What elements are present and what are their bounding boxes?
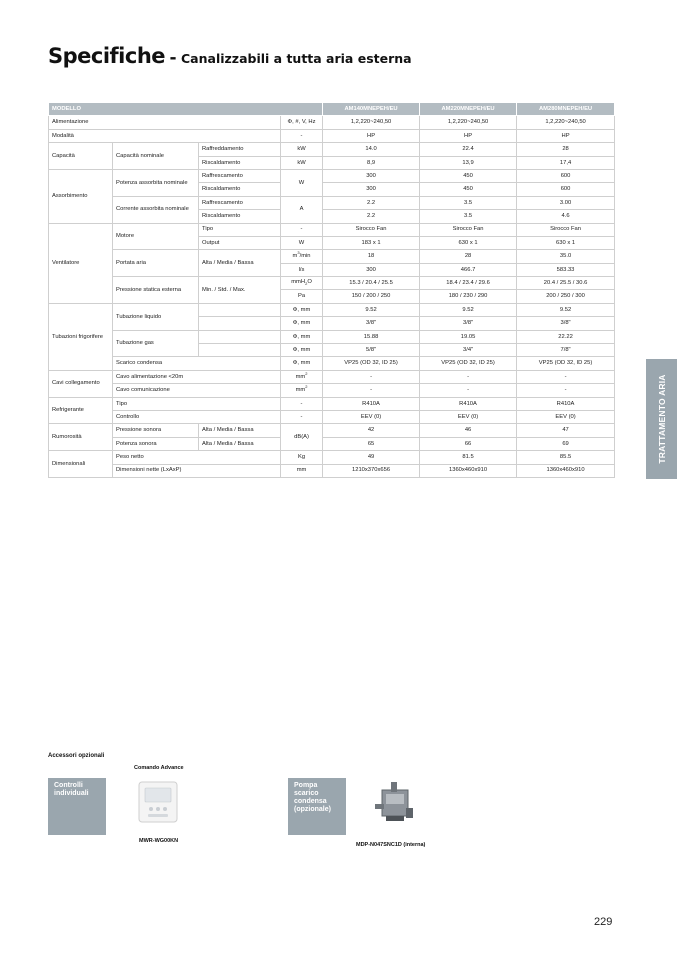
sub-label: Corrente assorbita nominale — [113, 196, 199, 223]
cell: 3/8" — [517, 317, 615, 330]
table-row — [49, 196, 615, 209]
group-label: Dimensionali — [49, 451, 113, 478]
cell: 69 — [517, 437, 615, 450]
cell: - — [420, 370, 517, 383]
cell: 5/8" — [323, 344, 420, 357]
table-row — [49, 116, 615, 129]
cell: 2.2 — [323, 210, 420, 223]
cell: 450 — [420, 183, 517, 196]
cond-label: Output — [199, 236, 281, 249]
sub-label: Potenza sonora — [113, 437, 199, 450]
unit: Φ, mm — [281, 344, 323, 357]
section-side-tab — [646, 359, 677, 479]
cell: 600 — [517, 183, 615, 196]
cell: 85.5 — [517, 451, 615, 464]
cond-label: Riscaldamento — [199, 210, 281, 223]
cell: - — [517, 384, 615, 397]
sub-label: Pressione statica esterna — [113, 277, 199, 304]
unit: - — [281, 223, 323, 236]
sub-label: Dimensioni nette (LxAxP) — [113, 464, 281, 477]
cell: 4.6 — [517, 210, 615, 223]
title-sub: Canalizzabili a tutta aria esterna — [181, 51, 412, 66]
unit: A — [281, 196, 323, 223]
cell: 8,9 — [323, 156, 420, 169]
cell: 600 — [517, 169, 615, 182]
group-label: Assorbimento — [49, 169, 113, 223]
cond-label: Raffrescamento — [199, 169, 281, 182]
table-row — [49, 143, 615, 156]
cell: 1,2,220~240,50 — [420, 116, 517, 129]
table-row — [49, 330, 615, 343]
cell: 9.52 — [517, 303, 615, 316]
drain-pump-image — [372, 778, 417, 828]
cell: R410A — [420, 397, 517, 410]
cell: 81.5 — [420, 451, 517, 464]
cell: - — [420, 384, 517, 397]
cell: 180 / 230 / 290 — [420, 290, 517, 303]
cell: 15.3 / 20.4 / 25.5 — [323, 277, 420, 290]
accessories-title: Accessori opzionali — [48, 753, 105, 759]
cell: 200 / 250 / 300 — [517, 290, 615, 303]
header-col-2: AM220MNEPEH/EU — [420, 103, 517, 116]
cond-label: Raffrescamento — [199, 196, 281, 209]
cell: VP25 (OD 32, ID 25) — [420, 357, 517, 370]
cond-label: Alta / Media / Bassa — [199, 250, 281, 277]
group-label: Refrigerante — [49, 397, 113, 424]
cell: 22.22 — [517, 330, 615, 343]
table-row — [49, 397, 615, 410]
cell: 15.88 — [323, 330, 420, 343]
cell: 17,4 — [517, 156, 615, 169]
unit: $mm^2$ — [281, 384, 323, 397]
group-label: Tubazioni frigorifere — [49, 303, 113, 370]
cell: 3/8" — [420, 317, 517, 330]
sub-label: Cavo comunicazione — [113, 384, 281, 397]
title-main: Specifiche — [48, 44, 166, 68]
cell: 300 — [323, 169, 420, 182]
accessory-name: Comando Advance — [134, 765, 184, 771]
remote-controller-image — [133, 778, 183, 828]
cell: R410A — [323, 397, 420, 410]
cell: 1360x460x910 — [420, 464, 517, 477]
cell: EEV (0) — [420, 410, 517, 423]
cell: 3/8" — [323, 317, 420, 330]
cell: 9.52 — [323, 303, 420, 316]
table-row — [49, 384, 615, 397]
sub-label: Peso netto — [113, 451, 281, 464]
sub-label: Portata aria — [113, 250, 199, 277]
cell: EEV (0) — [323, 410, 420, 423]
pump-model: MDP-N047SNC1D (interna) — [356, 842, 426, 848]
cell: 35.0 — [517, 250, 615, 263]
controller-model: MWR-WG00KN — [139, 838, 179, 844]
cell: 47 — [517, 424, 615, 437]
table-row — [49, 424, 615, 437]
cell: 19.05 — [420, 330, 517, 343]
table-row — [49, 410, 615, 423]
cell: 49 — [323, 451, 420, 464]
unit: - — [281, 129, 323, 142]
unit: W — [281, 169, 323, 196]
table-row — [49, 250, 615, 263]
title-dash: - — [169, 48, 177, 68]
group-label: Ventilatore — [49, 223, 113, 303]
cell: 18 — [323, 250, 420, 263]
unit: dB(A) — [281, 424, 323, 451]
cell: - — [323, 370, 420, 383]
page-number: 229 — [594, 916, 613, 928]
spec-table — [48, 102, 615, 478]
group-label: Rumorosità — [49, 424, 113, 451]
unit: l/s — [281, 263, 323, 276]
sub-label: Tubazione gas — [113, 330, 199, 357]
sub-label: Cavo alimentazione <20m — [113, 370, 281, 383]
unit: Φ, mm — [281, 330, 323, 343]
cond-label: Riscaldamento — [199, 156, 281, 169]
table-row — [49, 437, 615, 450]
unit: $mm^2$ — [281, 370, 323, 383]
sub-label: Potenza assorbita nominale — [113, 169, 199, 196]
unit: kW — [281, 156, 323, 169]
cell: 583.33 — [517, 263, 615, 276]
table-row — [49, 169, 615, 182]
cell: 28 — [420, 250, 517, 263]
cell: 1360x460x910 — [517, 464, 615, 477]
cell: 28 — [517, 143, 615, 156]
cell: 46 — [420, 424, 517, 437]
row-label: Alimentazione — [49, 116, 281, 129]
cell: VP25 (OD 32, ID 25) — [323, 357, 420, 370]
cell: 300 — [323, 263, 420, 276]
pump-category-box: Pompa scarico condensa (opzionale) — [288, 778, 346, 835]
unit: Kg — [281, 451, 323, 464]
unit: $m^3/\min$ — [281, 250, 323, 263]
header-col-1: AM140MNEPEH/EU — [323, 103, 420, 116]
unit: mmH$_2$O — [281, 277, 323, 290]
cell: 1210x370x656 — [323, 464, 420, 477]
cell: Sirocco Fan — [420, 223, 517, 236]
table-row — [49, 451, 615, 464]
row-label: Modalità — [49, 129, 281, 142]
cond-label: Raffreddamento — [199, 143, 281, 156]
cell: 466.7 — [420, 263, 517, 276]
table-row — [49, 370, 615, 383]
unit: mm — [281, 464, 323, 477]
unit: - — [281, 397, 323, 410]
sub-label: Capacità nominale — [113, 143, 199, 170]
sub-label: Tipo — [113, 397, 281, 410]
unit: W — [281, 236, 323, 249]
group-label: Capacità — [49, 143, 113, 170]
cell: 3.5 — [420, 196, 517, 209]
cell: 13,9 — [420, 156, 517, 169]
cell: 3/4" — [420, 344, 517, 357]
cell: 18.4 / 23.4 / 29.6 — [420, 277, 517, 290]
table-row — [49, 277, 615, 290]
unit: Φ, mm — [281, 317, 323, 330]
cell: 14.0 — [323, 143, 420, 156]
cell: 1,2,220~240,50 — [323, 116, 420, 129]
cell: 3.5 — [420, 210, 517, 223]
cell: 42 — [323, 424, 420, 437]
header-model: MODELLO — [49, 103, 323, 116]
cell: 630 x 1 — [517, 236, 615, 249]
table-row — [49, 223, 615, 236]
unit: - — [281, 410, 323, 423]
unit: Φ, mm — [281, 303, 323, 316]
sub-label: Scarico condensa — [113, 357, 281, 370]
sub-label: Motore — [113, 223, 199, 250]
cell: 300 — [323, 183, 420, 196]
cell: Sirocco Fan — [517, 223, 615, 236]
cond-label: Min. / Std. / Max. — [199, 277, 281, 304]
cell: 20.4 / 25.5 / 30.6 — [517, 277, 615, 290]
cell: 22.4 — [420, 143, 517, 156]
table-row — [49, 357, 615, 370]
cond-label — [199, 303, 281, 316]
cell: 65 — [323, 437, 420, 450]
cell: - — [517, 370, 615, 383]
unit: Φ, #, V, Hz — [281, 116, 323, 129]
cell: 9.52 — [420, 303, 517, 316]
header-col-3: AM280MNEPEH/EU — [517, 103, 615, 116]
cond-label: Alta / Media / Bassa — [199, 424, 281, 437]
cell: 3.00 — [517, 196, 615, 209]
cond-label — [199, 344, 281, 357]
cell: 183 x 1 — [323, 236, 420, 249]
table-row — [49, 303, 615, 316]
cell: - — [323, 384, 420, 397]
cell: 630 x 1 — [420, 236, 517, 249]
unit: Pa — [281, 290, 323, 303]
unit: Φ, mm — [281, 357, 323, 370]
cell: 150 / 200 / 250 — [323, 290, 420, 303]
unit: kW — [281, 143, 323, 156]
cell: HP — [420, 129, 517, 142]
cond-label: Tipo — [199, 223, 281, 236]
sub-label: Pressione sonora — [113, 424, 199, 437]
cond-label: Riscaldamento — [199, 183, 281, 196]
cell: 7/8" — [517, 344, 615, 357]
cell: R410A — [517, 397, 615, 410]
cell: 66 — [420, 437, 517, 450]
cell: HP — [323, 129, 420, 142]
controls-category-box: Controlli individuali — [48, 778, 106, 835]
cell: 2.2 — [323, 196, 420, 209]
table-row — [49, 129, 615, 142]
cell: HP — [517, 129, 615, 142]
page-title — [48, 44, 412, 68]
cell: 450 — [420, 169, 517, 182]
cond-label — [199, 317, 281, 330]
group-label: Cavi collegamento — [49, 370, 113, 397]
cell: VP25 (OD 32, ID 25) — [517, 357, 615, 370]
table-row — [49, 464, 615, 477]
sub-label: Tubazione liquido — [113, 303, 199, 330]
cond-label — [199, 330, 281, 343]
sub-label: Controllo — [113, 410, 281, 423]
cell: 1,2,220~240,50 — [517, 116, 615, 129]
cond-label: Alta / Media / Bassa — [199, 437, 281, 450]
cell: EEV (0) — [517, 410, 615, 423]
cell: Sirocco Fan — [323, 223, 420, 236]
table-header-row — [49, 103, 615, 116]
side-tab-label: TRATTAMENTO ARIA — [656, 374, 667, 464]
